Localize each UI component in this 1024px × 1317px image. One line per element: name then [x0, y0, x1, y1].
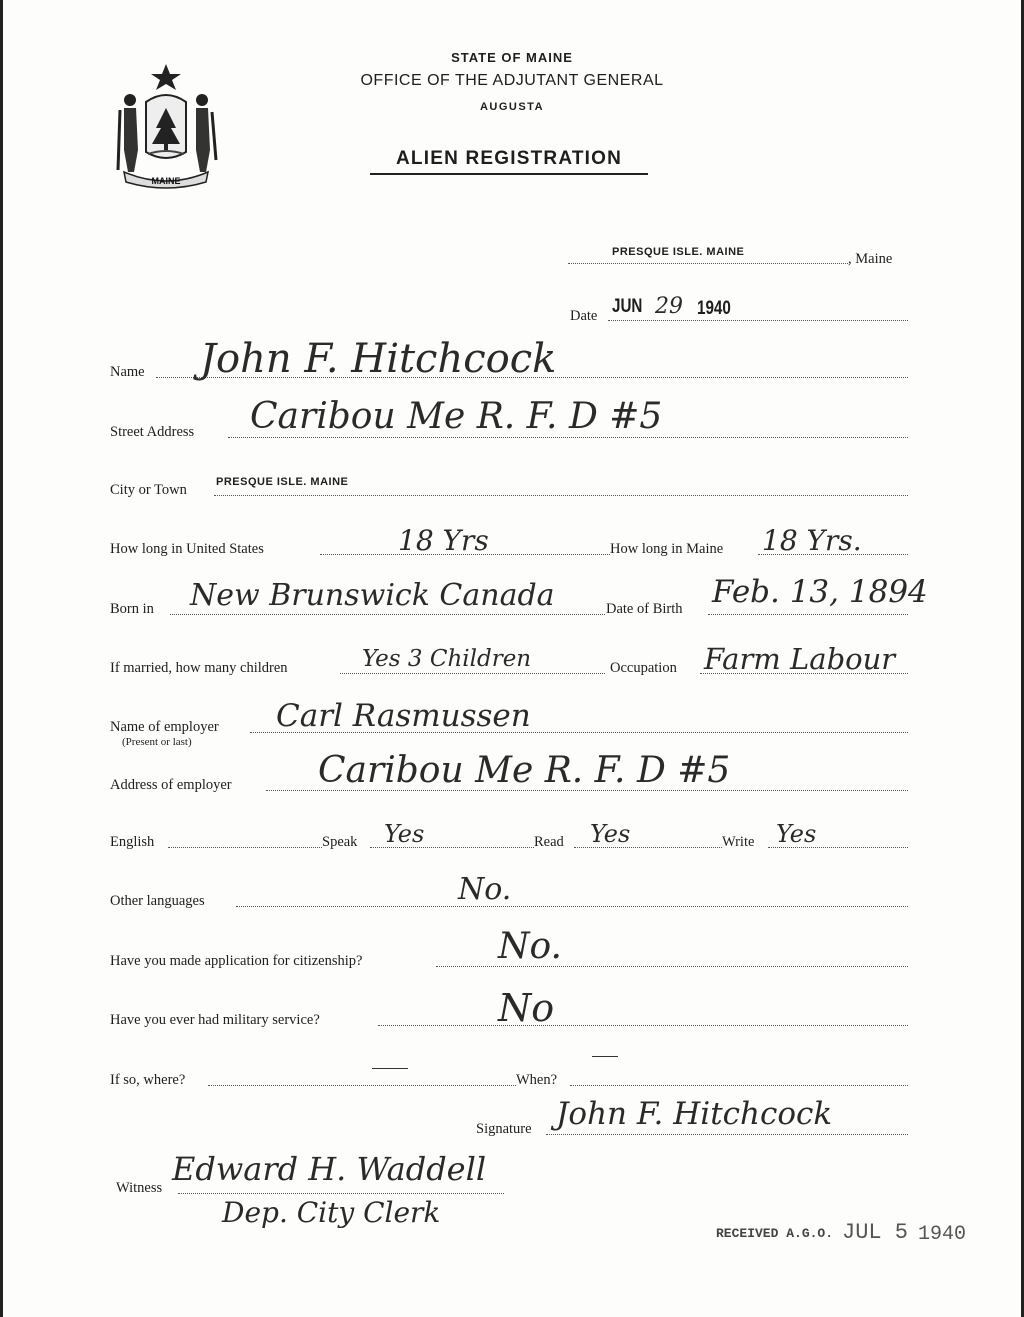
date-of-birth-label: Date of Birth: [606, 601, 683, 617]
seal-text: MAINE: [151, 176, 181, 186]
military-value: No: [498, 986, 555, 1030]
write-value: Yes: [776, 820, 817, 848]
when-dash: [592, 1056, 618, 1057]
where-line: [208, 1085, 516, 1086]
city-heading: AUGUSTA: [479, 101, 545, 113]
employer-name-value: Carl Rasmussen: [276, 698, 531, 734]
citizenship-label: Have you made application for citizenship?: [110, 953, 363, 969]
witness-signature: Edward H. Waddell: [172, 1150, 487, 1188]
children-line: [340, 673, 605, 674]
employer-name-sublabel: (Present or last): [122, 736, 192, 748]
speak-value: Yes: [384, 820, 425, 848]
how-long-maine-value: 18 Yrs.: [762, 524, 862, 557]
speak-label: Speak: [322, 834, 358, 850]
city-line: [214, 495, 908, 496]
employer-name-label: Name of employer: [110, 719, 219, 735]
where-dash: [372, 1068, 408, 1069]
office-heading: OFFICE OF THE ADJUTANT GENERAL: [360, 72, 664, 89]
received-stamp-label: RECEIVED A.G.O.: [716, 1226, 834, 1241]
date-day: 29: [655, 294, 683, 319]
occupation-label: Occupation: [610, 660, 677, 676]
date-of-birth-value: Feb. 13, 1894: [712, 574, 928, 610]
name-value: John F. Hitchcock: [200, 336, 557, 382]
street-address-value: Caribou Me R. F. D #5: [250, 396, 663, 437]
date-of-birth-line: [708, 614, 908, 615]
children-label: If married, how many children: [110, 660, 288, 676]
occupation-value: Farm Labour: [704, 642, 896, 676]
read-label: Read: [534, 834, 564, 850]
other-languages-value: No.: [458, 872, 512, 907]
other-languages-label: Other languages: [110, 893, 205, 909]
signature-line: [546, 1134, 908, 1135]
date-stamp-year: 1940: [697, 298, 731, 319]
signature-value: John F. Hitchcock: [556, 1096, 833, 1132]
when-label: When?: [516, 1072, 558, 1088]
left-edge: [0, 0, 3, 1317]
children-value: Yes 3 Children: [362, 646, 532, 672]
military-line: [378, 1025, 908, 1026]
how-long-us-label: How long in United States: [110, 541, 264, 557]
how-long-maine-label: How long in Maine: [610, 541, 724, 557]
state-heading: STATE OF MAINE: [451, 50, 573, 65]
born-in-label: Born in: [110, 601, 154, 617]
place-line: [568, 263, 848, 264]
city-stamp: PRESQUE ISLE. MAINE: [216, 476, 349, 488]
english-line: [168, 847, 322, 848]
when-line: [570, 1085, 908, 1086]
city-label: City or Town: [110, 482, 187, 498]
born-in-line: [170, 614, 605, 615]
street-address-label: Street Address: [110, 424, 195, 440]
name-label: Name: [110, 364, 145, 380]
signature-label: Signature: [476, 1121, 532, 1137]
page-title: ALIEN REGISTRATION: [370, 148, 648, 175]
employer-address-value: Caribou Me R. F. D #5: [318, 750, 731, 791]
employer-address-label: Address of employer: [110, 777, 232, 793]
read-value: Yes: [590, 820, 631, 848]
witness-label: Witness: [116, 1180, 163, 1196]
english-label: English: [110, 834, 155, 850]
street-address-line: [228, 437, 908, 438]
other-languages-line: [236, 906, 908, 907]
place-stamp: PRESQUE ISLE. MAINE: [612, 246, 745, 258]
citizenship-value: No.: [498, 926, 562, 967]
date-stamp-month: JUN: [612, 296, 643, 317]
received-stamp-year: 1940: [918, 1223, 967, 1246]
place-suffix: , Maine: [848, 251, 893, 267]
write-label: Write: [722, 834, 755, 850]
witness-title: Dep. City Clerk: [222, 1196, 441, 1229]
received-stamp-date: JUL 5: [842, 1220, 909, 1245]
how-long-us-value: 18 Yrs: [398, 524, 489, 557]
witness-line: [178, 1193, 504, 1194]
born-in-value: New Brunswick Canada: [190, 578, 555, 613]
date-label: Date: [570, 308, 598, 324]
where-label: If so, where?: [110, 1072, 186, 1088]
date-line: [608, 320, 908, 321]
military-label: Have you ever had military service?: [110, 1012, 320, 1028]
